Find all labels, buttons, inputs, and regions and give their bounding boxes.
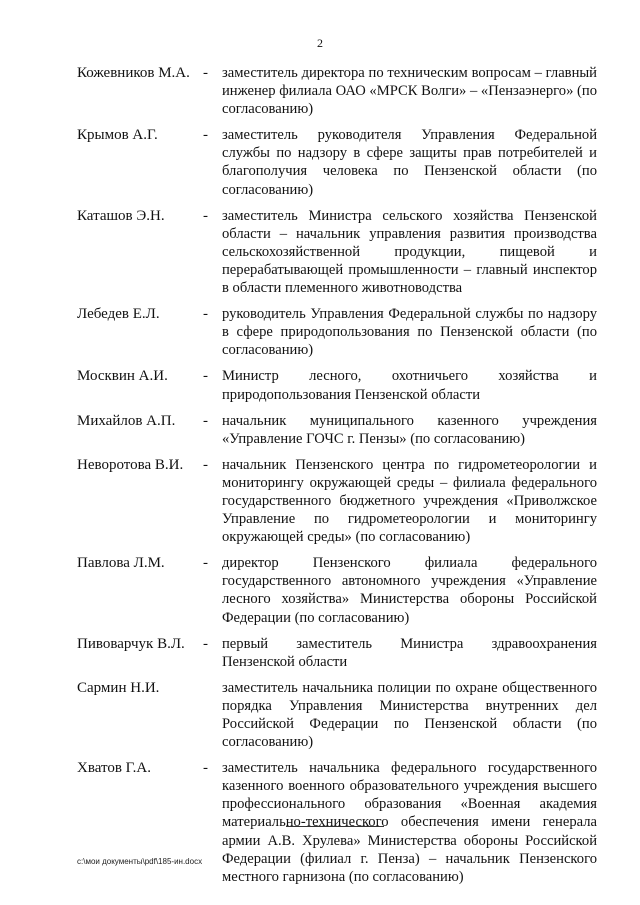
member-position: первый заместитель Министра здравоохранения Пензенской области	[222, 635, 597, 670]
list-item	[77, 305, 597, 359]
dash-separator	[203, 679, 222, 751]
member-name: Москвин А.И.	[77, 368, 168, 385]
member-name: Сармин Н.И.	[77, 679, 160, 696]
member-name: Крымов А.Г.	[77, 127, 158, 144]
member-position: заместитель руководителя Управления Федеральной службы по надзору в сфере защиты прав потребителей и благополучия человека по Пензенской области (по согласованию)	[222, 127, 597, 198]
page-number: 2	[317, 36, 323, 50]
member-position: директор Пензенского филиала федерального государственного автономного учреждения «Управление лесного хозяйства» Министерства обороны Российской Федерации (по согласованию)	[222, 555, 597, 626]
members-list	[77, 64, 597, 894]
dash-separator: -	[203, 412, 208, 429]
list-item	[77, 456, 597, 546]
member-name: Пивоварчук В.Л.	[77, 635, 185, 652]
member-position: начальник Пензенского центра по гидрометеорологии и мониторингу окружающей среды – филиала федерального государственного бюджетного учреждения «Приволжское Управление по гидрометеорологии и мониторингу окружающей среды» (по согласованию)	[222, 456, 597, 546]
list-item	[77, 207, 597, 297]
member-position: заместитель директора по техническим вопросам – главный инженер филиала ОАО «МРСК Волги» – «Пензаэнерго» (по согласованию)	[222, 65, 597, 118]
list-item	[77, 64, 597, 118]
list-item	[77, 679, 597, 751]
member-name: Хватов Г.А.	[77, 760, 151, 777]
dash-separator: -	[203, 207, 208, 224]
list-item	[77, 554, 597, 626]
dash-separator: -	[203, 760, 208, 777]
list-item	[77, 635, 597, 671]
dash-separator: -	[203, 368, 208, 385]
member-position: Министр лесного, охотничьего хозяйства и природопользования Пензенской области	[222, 368, 597, 403]
dash-separator: -	[203, 306, 208, 323]
member-name: Каташов Э.Н.	[77, 207, 165, 224]
file-path-footer: c:\мои документы\pdf\185-ин.docx	[77, 857, 203, 866]
member-position: заместитель начальника полиции по охране общественного порядка Управления Министерства внутренних дел Российской Федерации по Пензенской области (по согласованию)	[222, 679, 597, 751]
member-position: руководитель Управления Федеральной службы по надзору в сфере природопользования по Пензенской области (по согласованию)	[222, 306, 597, 359]
dash-separator: -	[203, 555, 208, 572]
list-item	[77, 126, 597, 198]
member-name: Павлова Л.М.	[77, 555, 165, 572]
list-item	[77, 412, 597, 448]
member-position: начальник муниципального казенного учреждения «Управление ГОЧС г. Пензы» (по согласованию)	[222, 412, 597, 447]
member-position: заместитель начальника федерального государственного казенного военного образовательного учреждения высшего профессионального образования «Военная академия материально-технического обеспечения имени генерала армии А.В. Хрулева» Министерства обороны Российской Федерации (филиал г. Пенза) – начальник Пензенского местного гарнизона (по согласованию)	[222, 760, 597, 885]
closing-rule	[286, 826, 384, 827]
member-name: Кожевников М.А.	[77, 65, 190, 81]
member-name: Неворотова В.И.	[77, 456, 184, 473]
member-name: Лебедев Е.Л.	[77, 306, 160, 323]
member-position: заместитель Министра сельского хозяйства Пензенской области – начальник управления развития производства сельскохозяйственной продукции, пищевой и перерабатывающей промышленности – главный инспектор в области племенного животноводства	[222, 207, 597, 297]
list-item	[77, 367, 597, 403]
dash-separator: -	[203, 127, 208, 144]
list-item	[77, 759, 597, 886]
dash-separator: -	[203, 456, 208, 473]
dash-separator: -	[203, 635, 208, 652]
dash-separator: -	[203, 65, 208, 81]
member-name: Михайлов А.П.	[77, 412, 176, 429]
